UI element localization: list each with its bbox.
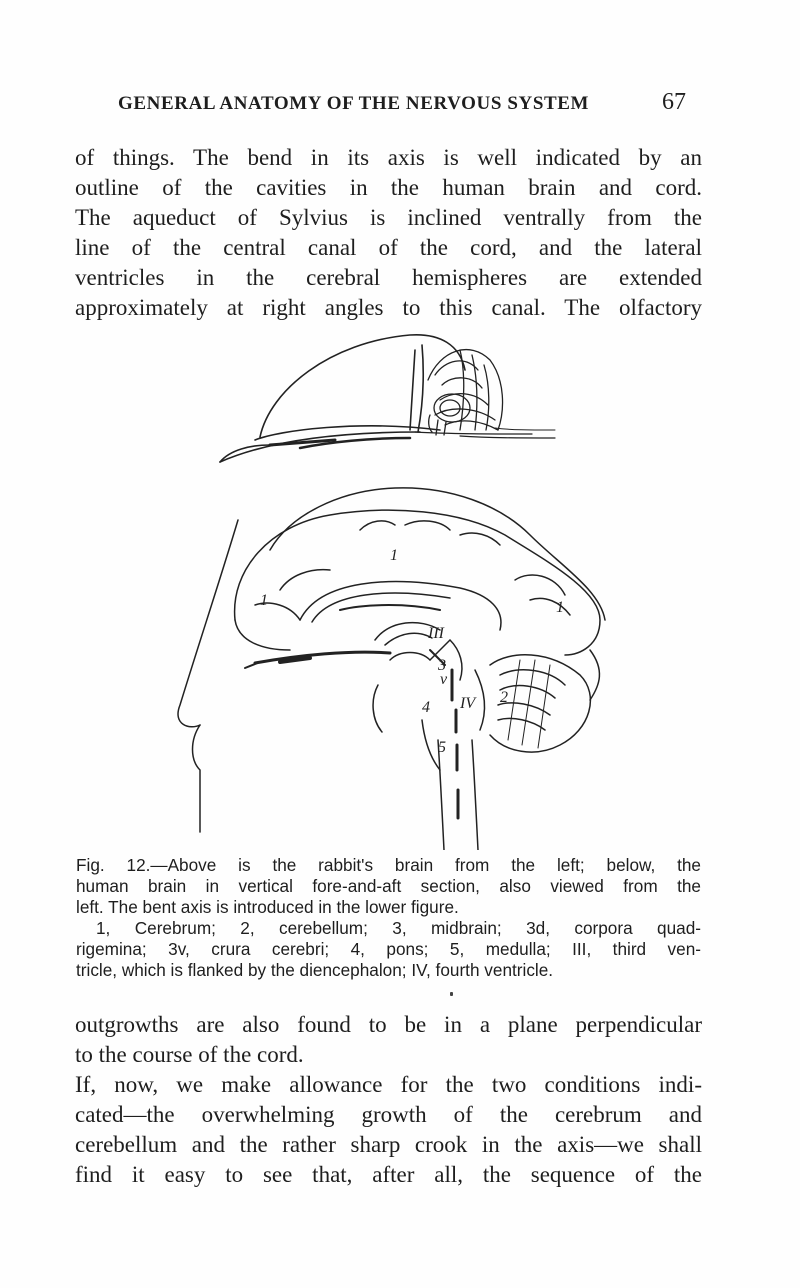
text-line: ventricles in the cerebral hemispheres are extended [75, 265, 702, 290]
paragraph-top [75, 143, 702, 323]
text-line: outline of the cavities in the human brain and cord. [75, 175, 702, 200]
caption-line: human brain in vertical fore-and-aft section, also viewed from the [76, 876, 701, 896]
running-head-title: GENERAL ANATOMY OF THE NERVOUS SYSTEM [118, 93, 590, 114]
printing-mark [450, 992, 453, 996]
rabbit-brain-illustration [220, 335, 555, 462]
paragraph-bottom [75, 1010, 702, 1190]
text-line: The aqueduct of Sylvius is inclined ventrally from the [75, 205, 702, 230]
caption-line: 1, Cerebrum; 2, cerebellum; 3, midbrain; 3d, corpora quad- [96, 918, 701, 938]
text-line: outgrowths are also found to be in a plane perpendicular [75, 1012, 702, 1037]
text-line: cerebellum and the rather sharp crook in the axis—we shall [75, 1132, 702, 1157]
label-cerebrum-left: 1 [260, 592, 268, 609]
human-brain-illustration [178, 488, 605, 850]
text-line: to the course of the cord. [75, 1042, 304, 1067]
text-line: find it easy to see that, after all, the sequence of the [75, 1162, 702, 1187]
label-third-ventricle: III [428, 625, 444, 642]
figure-caption [76, 855, 701, 981]
page-number: 67 [662, 89, 686, 115]
label-medulla: 5 [438, 739, 446, 756]
label-pons: 4 [422, 699, 430, 716]
caption-line: left. The bent axis is introduced in the lower figure. [76, 897, 459, 917]
text-line: If, now, we make allowance for the two conditions indi- [75, 1072, 702, 1097]
text-line: approximately at right angles to this canal. The olfactory [75, 295, 702, 320]
text-line: of things. The bend in its axis is well indicated by an [75, 145, 702, 170]
brain-figure [160, 320, 620, 850]
label-cerebellum: 2 [500, 689, 508, 706]
caption-line: Fig. 12.—Above is the rabbit's brain from the left; below, the [76, 855, 701, 875]
caption-line: rigemina; 3v, crura cerebri; 4, pons; 5, medulla; III, third ven- [76, 939, 701, 959]
label-crura: v [440, 671, 448, 688]
running-head [118, 89, 686, 115]
text-line: cated—the overwhelming growth of the cerebrum and [75, 1102, 702, 1127]
caption-line: tricle, which is flanked by the diencephalon; IV, fourth ventricle. [76, 960, 554, 980]
label-cerebrum-right: 1 [556, 599, 564, 616]
text-line: line of the central canal of the cord, and the lateral [75, 235, 702, 260]
label-fourth-ventricle: IV [460, 695, 476, 712]
label-midbrain: 3 [438, 657, 446, 674]
label-cerebrum-upper: 1 [390, 547, 398, 564]
